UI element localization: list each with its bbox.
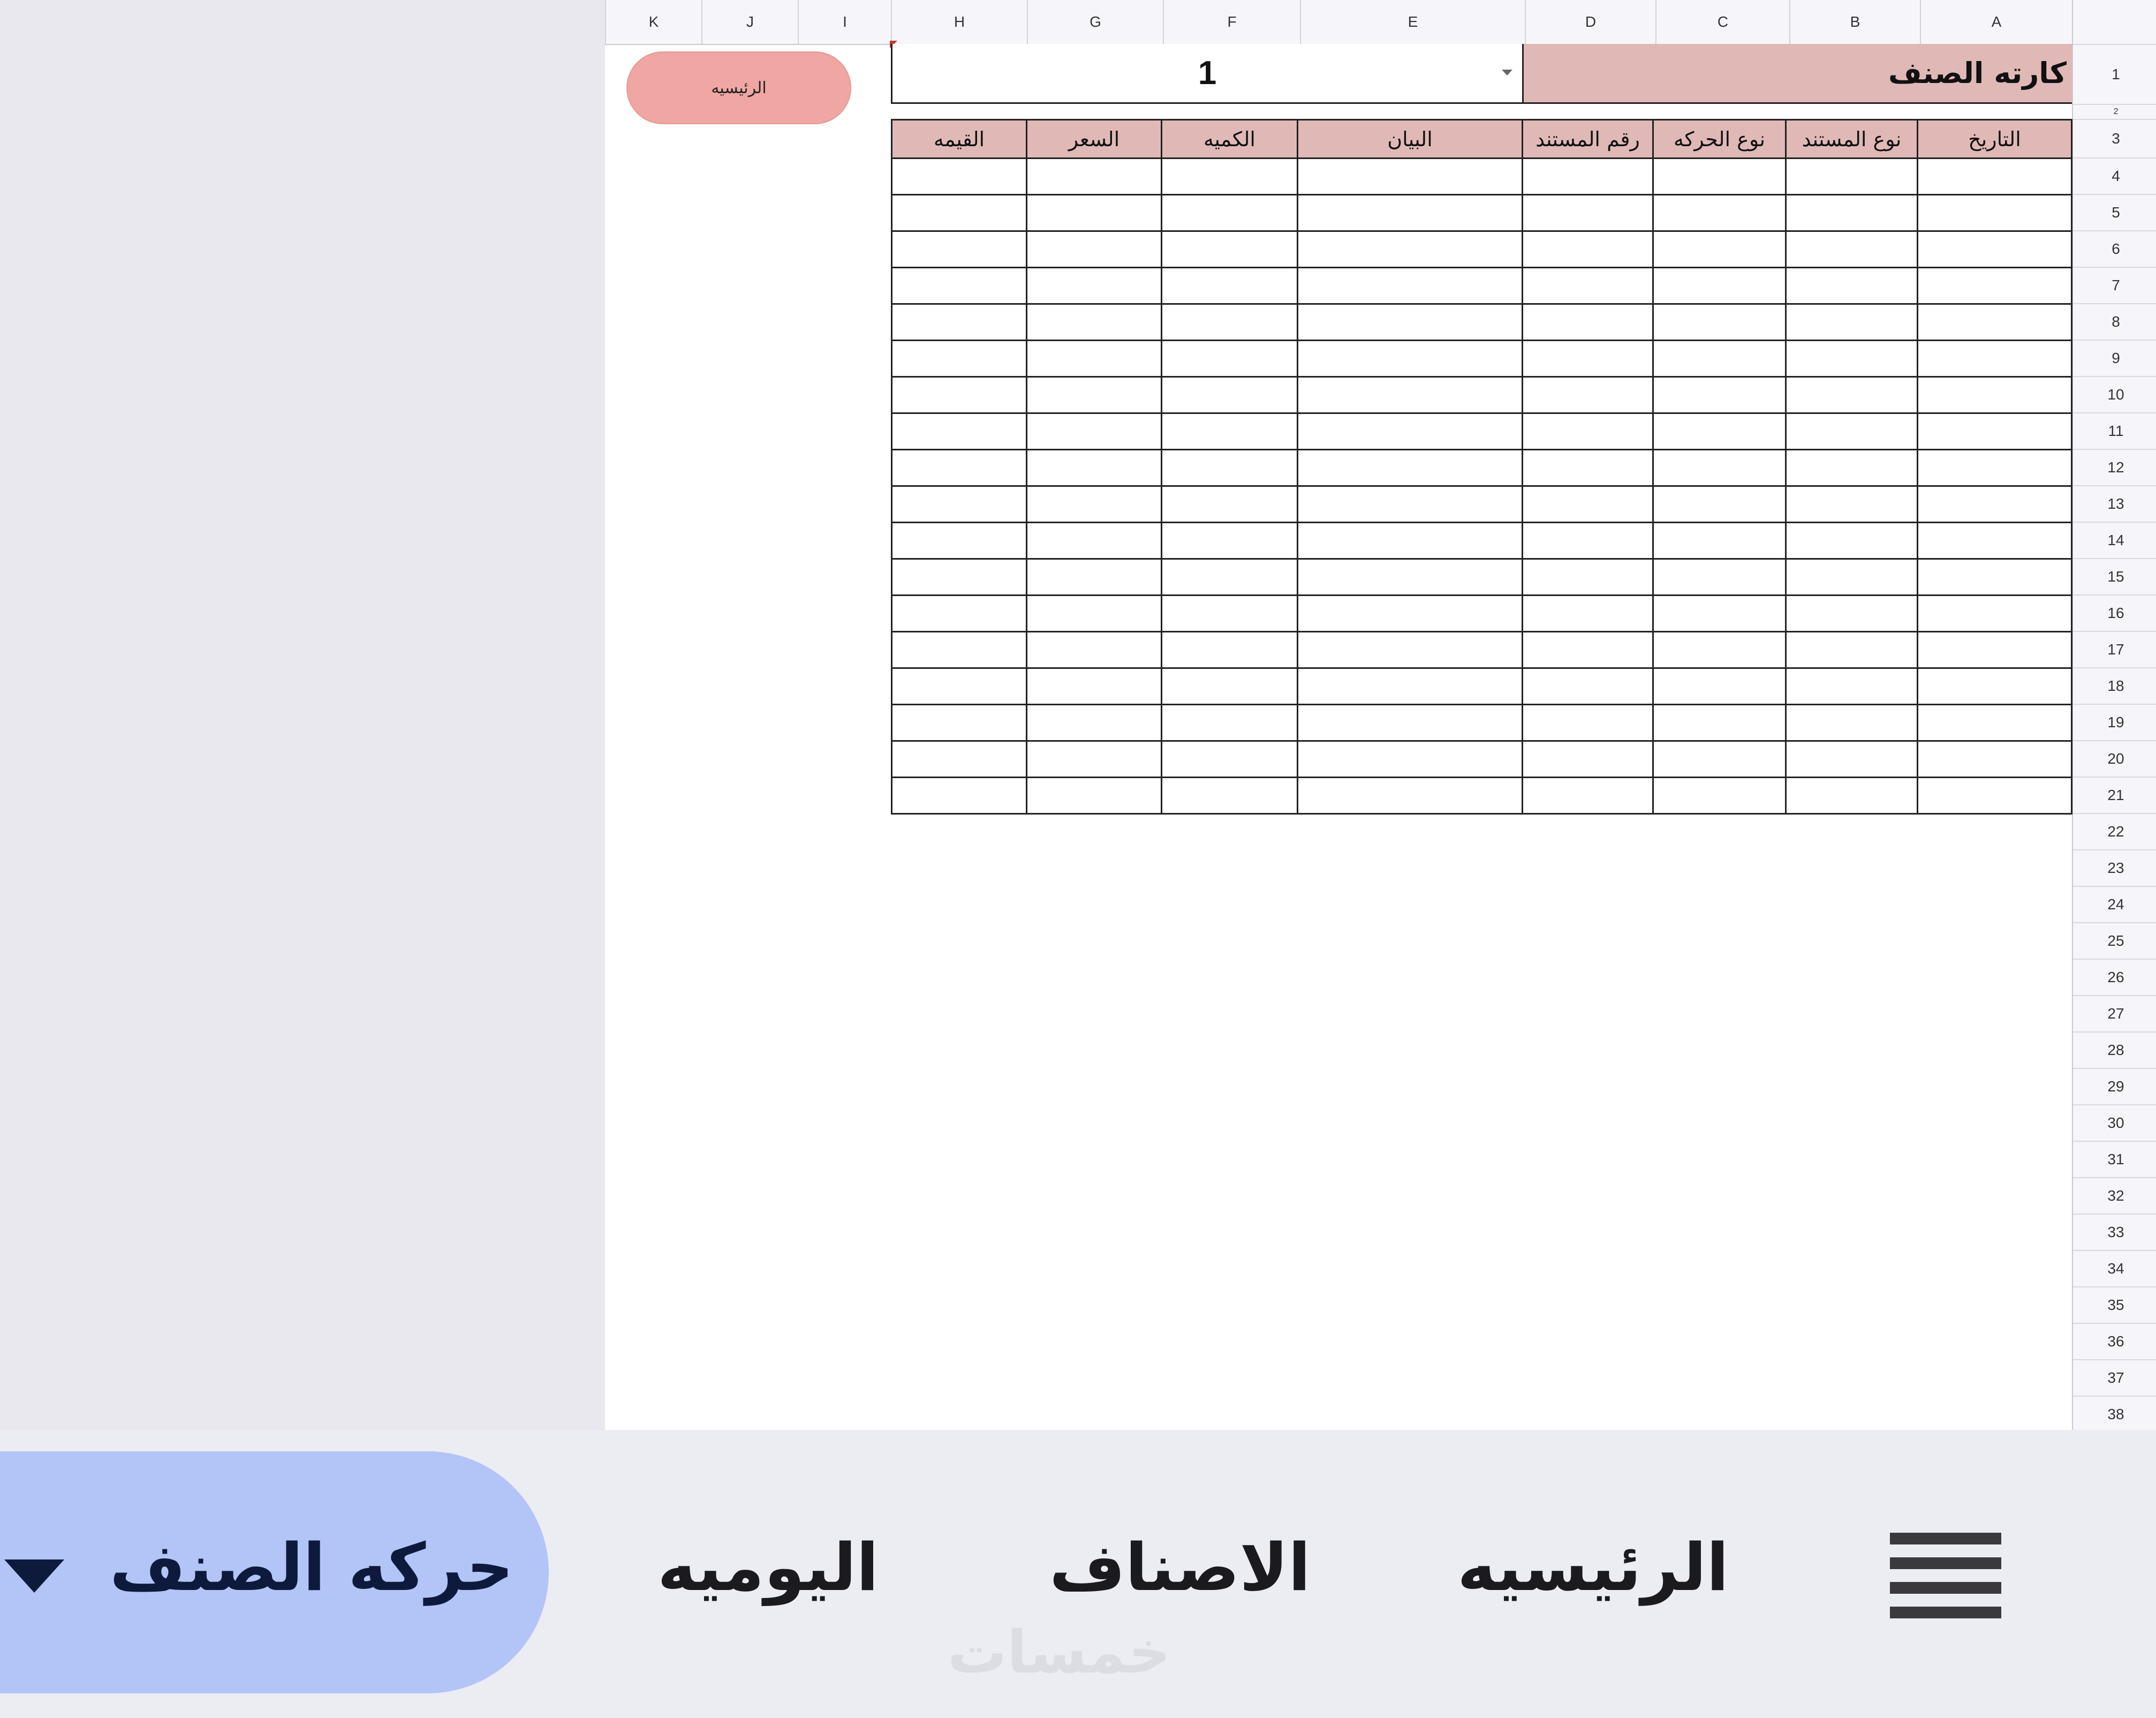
ledger-cell[interactable] (892, 596, 1027, 632)
ledger-cell[interactable] (892, 668, 1027, 705)
ledger-cell[interactable] (1653, 523, 1786, 559)
tab-items[interactable]: الاصناف (1049, 1529, 1311, 1606)
row-header-25[interactable]: 25 (2073, 922, 2156, 959)
ledger-cell[interactable] (1298, 413, 1523, 450)
ledger-cell[interactable] (892, 632, 1027, 668)
ledger-cell[interactable] (1298, 523, 1523, 559)
home-button[interactable]: الرئيسيه (626, 51, 851, 124)
ledger-cell[interactable] (1162, 523, 1298, 559)
header-quantity[interactable]: الكميه (1162, 120, 1298, 159)
ledger-cell[interactable] (1918, 231, 2072, 268)
ledger-cell[interactable] (1162, 668, 1298, 705)
ledger-cell[interactable] (1027, 705, 1162, 741)
ledger-cell[interactable] (892, 268, 1027, 304)
ledger-cell[interactable] (1027, 413, 1162, 450)
table-row (892, 413, 2072, 450)
ledger-cell[interactable] (1523, 668, 1653, 705)
row-header-16[interactable]: 16 (2073, 594, 2156, 631)
ledger-cell[interactable] (1523, 304, 1653, 341)
row-header-15[interactable]: 15 (2073, 558, 2156, 594)
ledger-cell[interactable] (1653, 668, 1786, 705)
ledger-cell[interactable] (1786, 377, 1918, 413)
ledger-cell[interactable] (1786, 450, 1918, 486)
ledger-cell[interactable] (1786, 341, 1918, 377)
ledger-cell[interactable] (1162, 268, 1298, 304)
header-movement-type[interactable]: نوع الحركه (1653, 120, 1786, 159)
ledger-cell[interactable] (1523, 705, 1653, 741)
ledger-cell[interactable] (1298, 377, 1523, 413)
row-header-11[interactable]: 11 (2073, 412, 2156, 449)
card-title-cell[interactable] (1524, 44, 2072, 104)
ledger-cell[interactable] (1162, 741, 1298, 778)
ledger-cell[interactable] (1918, 304, 2072, 341)
ledger-cell[interactable] (1653, 195, 1786, 231)
ledger-cell[interactable] (1298, 705, 1523, 741)
ledger-cell[interactable] (1653, 268, 1786, 304)
ledger-cell[interactable] (892, 377, 1027, 413)
ledger-cell[interactable] (892, 159, 1027, 195)
ledger-cell[interactable] (1786, 304, 1918, 341)
ledger-cell[interactable] (1653, 231, 1786, 268)
ledger-cell[interactable] (1162, 450, 1298, 486)
row-header-34[interactable]: 34 (2073, 1250, 2156, 1286)
ledger-cell[interactable] (1523, 559, 1653, 596)
ledger-cell[interactable] (1786, 632, 1918, 668)
header-description[interactable]: البيان (1298, 120, 1523, 159)
column-header-b[interactable]: B (1789, 0, 1920, 44)
dropdown-arrow-icon[interactable] (1502, 70, 1512, 76)
ledger-cell[interactable] (1523, 195, 1653, 231)
ledger-cell[interactable] (1523, 268, 1653, 304)
table-row (892, 195, 2072, 231)
ledger-cell[interactable] (1786, 413, 1918, 450)
row-header-32[interactable]: 32 (2073, 1177, 2156, 1214)
column-header-h[interactable]: H (891, 0, 1027, 44)
row-header-20[interactable]: 20 (2073, 740, 2156, 777)
column-header-d[interactable]: D (1525, 0, 1655, 44)
ledger-cell[interactable] (1027, 450, 1162, 486)
tab-daily[interactable]: اليوميه (657, 1529, 879, 1606)
table-row (892, 377, 2072, 413)
ledger-cell[interactable] (1162, 195, 1298, 231)
item-value-cell[interactable] (891, 44, 1524, 104)
ledger-cell[interactable] (1298, 341, 1523, 377)
ledger-cell[interactable] (1918, 596, 2072, 632)
ledger-cell[interactable] (1653, 596, 1786, 632)
ledger-cell[interactable] (1786, 231, 1918, 268)
ledger-cell[interactable] (1918, 705, 2072, 741)
ledger-cell[interactable] (1918, 341, 2072, 377)
row-header-14[interactable]: 14 (2073, 522, 2156, 558)
table-row (892, 668, 2072, 705)
ledger-cell[interactable] (1523, 231, 1653, 268)
row-header-7[interactable]: 7 (2073, 267, 2156, 303)
ledger-cell[interactable] (1523, 778, 1653, 814)
ledger-cell[interactable] (1523, 377, 1653, 413)
ledger-cell[interactable] (1027, 195, 1162, 231)
ledger-cell[interactable] (892, 413, 1027, 450)
row-header-27[interactable]: 27 (2073, 995, 2156, 1031)
ledger-cell[interactable] (1162, 596, 1298, 632)
ledger-cell[interactable] (1162, 778, 1298, 814)
ledger-cell[interactable] (1786, 668, 1918, 705)
ledger-cell[interactable] (1653, 632, 1786, 668)
ledger-cell[interactable] (1653, 778, 1786, 814)
row-header-29[interactable]: 29 (2073, 1068, 2156, 1104)
ledger-cell[interactable] (1786, 523, 1918, 559)
row-header-23[interactable]: 23 (2073, 849, 2156, 886)
ledger-cell[interactable] (1298, 559, 1523, 596)
ledger-cell[interactable] (892, 741, 1027, 778)
ledger-cell[interactable] (1786, 159, 1918, 195)
row-header-21[interactable]: 21 (2073, 777, 2156, 813)
ledger-cell[interactable] (1298, 741, 1523, 778)
ledger-cell[interactable] (1523, 413, 1653, 450)
ledger-cell[interactable] (1027, 523, 1162, 559)
row-header-10[interactable]: 10 (2073, 376, 2156, 412)
ledger-cell[interactable] (1918, 413, 2072, 450)
table-row (892, 559, 2072, 596)
row-header-19[interactable]: 19 (2073, 704, 2156, 740)
column-header-g[interactable]: G (1027, 0, 1163, 44)
tab-item-movement-label: حركه الصنف (110, 1529, 514, 1606)
ledger-cell[interactable] (1918, 377, 2072, 413)
row-header-bar (2072, 0, 2156, 1430)
ledger-cell[interactable] (1027, 268, 1162, 304)
ledger-cell[interactable] (1918, 268, 2072, 304)
ledger-cell[interactable] (1523, 596, 1653, 632)
ledger-cell[interactable] (1027, 559, 1162, 596)
row-header-28[interactable]: 28 (2073, 1031, 2156, 1068)
ledger-cell[interactable] (1162, 559, 1298, 596)
item-value: 1 (1198, 55, 1217, 92)
table-row (892, 741, 2072, 778)
ledger-cell[interactable] (1523, 486, 1653, 523)
table-row (892, 523, 2072, 559)
ledger-cell[interactable] (892, 341, 1027, 377)
row-header-17[interactable]: 17 (2073, 631, 2156, 667)
column-header-e[interactable]: E (1300, 0, 1525, 44)
row-header-6[interactable]: 6 (2073, 230, 2156, 267)
column-header-i[interactable]: I (798, 0, 891, 44)
ledger-cell[interactable] (1298, 304, 1523, 341)
table-row (892, 450, 2072, 486)
ledger-cell[interactable] (892, 450, 1027, 486)
ledger-cell[interactable] (1523, 523, 1653, 559)
ledger-cell[interactable] (1918, 450, 2072, 486)
item-ledger-table (891, 119, 2072, 815)
hamburger-menu-icon[interactable] (1890, 1533, 2001, 1618)
column-header-c[interactable]: C (1655, 0, 1789, 44)
spreadsheet-grid[interactable] (605, 0, 2156, 1430)
ledger-cell[interactable] (1918, 741, 2072, 778)
column-header-f[interactable]: F (1163, 0, 1300, 44)
ledger-cell[interactable] (1027, 159, 1162, 195)
row-header-1[interactable]: 1 (2073, 44, 2156, 104)
ledger-cell[interactable] (1162, 705, 1298, 741)
ledger-cell[interactable] (1162, 486, 1298, 523)
ledger-cell[interactable] (1027, 632, 1162, 668)
ledger-cell[interactable] (1027, 596, 1162, 632)
row-header-33[interactable]: 33 (2073, 1214, 2156, 1250)
ledger-cell[interactable] (1786, 741, 1918, 778)
row-header-36[interactable]: 36 (2073, 1323, 2156, 1359)
ledger-cell[interactable] (1027, 668, 1162, 705)
ledger-cell[interactable] (1653, 377, 1786, 413)
row-header-38[interactable]: 38 (2073, 1396, 2156, 1430)
row-header-22[interactable]: 22 (2073, 813, 2156, 849)
column-header-bar (605, 0, 2072, 45)
ledger-cell[interactable] (1918, 486, 2072, 523)
ledger-cell[interactable] (1786, 268, 1918, 304)
ledger-cell[interactable] (1162, 377, 1298, 413)
ledger-cell[interactable] (1162, 341, 1298, 377)
table-row (892, 596, 2072, 632)
ledger-cell[interactable] (892, 778, 1027, 814)
ledger-cell[interactable] (892, 705, 1027, 741)
header-value[interactable]: القيمه (892, 120, 1027, 159)
header-document-number[interactable]: رقم المستند (1523, 120, 1653, 159)
ledger-cell[interactable] (1298, 596, 1523, 632)
row-header-13[interactable]: 13 (2073, 485, 2156, 522)
header-date[interactable]: التاريخ (1918, 120, 2072, 159)
ledger-cell[interactable] (1653, 486, 1786, 523)
tab-home[interactable]: الرئيسيه (1457, 1529, 1729, 1606)
ledger-cell[interactable] (1918, 778, 2072, 814)
row-header-12[interactable]: 12 (2073, 449, 2156, 485)
ledger-cell[interactable] (1653, 741, 1786, 778)
table-row (892, 778, 2072, 814)
ledger-cell[interactable] (1653, 705, 1786, 741)
table-row (892, 159, 2072, 195)
row-header-9[interactable]: 9 (2073, 340, 2156, 376)
ledger-cell[interactable] (1786, 559, 1918, 596)
ledger-cell[interactable] (1653, 304, 1786, 341)
row-header-24[interactable]: 24 (2073, 886, 2156, 922)
ledger-cell[interactable] (1298, 668, 1523, 705)
ledger-cell[interactable] (1298, 450, 1523, 486)
row-header-31[interactable]: 31 (2073, 1141, 2156, 1177)
ledger-cell[interactable] (1786, 486, 1918, 523)
ledger-cell[interactable] (1918, 668, 2072, 705)
ledger-cell[interactable] (1786, 705, 1918, 741)
ledger-cell[interactable] (1653, 450, 1786, 486)
ledger-cell[interactable] (1523, 632, 1653, 668)
ledger-cell[interactable] (1523, 341, 1653, 377)
table-row (892, 705, 2072, 741)
ledger-cell[interactable] (1162, 413, 1298, 450)
row-header-30[interactable]: 30 (2073, 1104, 2156, 1141)
ledger-header-row (892, 120, 2072, 159)
header-document-type[interactable]: نوع المستند (1786, 120, 1918, 159)
ledger-cell[interactable] (1786, 195, 1918, 231)
row-header-5[interactable]: 5 (2073, 194, 2156, 230)
ledger-cell[interactable] (1162, 231, 1298, 268)
row-header-8[interactable]: 8 (2073, 303, 2156, 340)
table-row (892, 304, 2072, 341)
table-row (892, 486, 2072, 523)
ledger-cell[interactable] (1786, 596, 1918, 632)
ledger-cell[interactable] (1786, 778, 1918, 814)
ledger-cell[interactable] (1523, 159, 1653, 195)
ledger-cell[interactable] (892, 523, 1027, 559)
ledger-cell[interactable] (1298, 268, 1523, 304)
table-row (892, 268, 2072, 304)
ledger-cell[interactable] (1653, 159, 1786, 195)
column-header-k[interactable]: K (605, 0, 701, 44)
row-header-37[interactable]: 37 (2073, 1359, 2156, 1396)
ledger-cell[interactable] (1298, 778, 1523, 814)
ledger-cell[interactable] (1653, 413, 1786, 450)
table-row (892, 341, 2072, 377)
ledger-cell[interactable] (1162, 159, 1298, 195)
row-header-2[interactable]: 2 (2073, 104, 2156, 119)
ledger-cell[interactable] (1027, 341, 1162, 377)
row-header-18[interactable]: 18 (2073, 667, 2156, 704)
ledger-cell[interactable] (1027, 778, 1162, 814)
ledger-cell[interactable] (1162, 632, 1298, 668)
ledger-cell[interactable] (1918, 632, 2072, 668)
ledger-cell[interactable] (1298, 632, 1523, 668)
ledger-cell[interactable] (1918, 195, 2072, 231)
ledger-cell[interactable] (892, 304, 1027, 341)
column-header-a[interactable]: A (1920, 0, 2072, 44)
ledger-cell[interactable] (1653, 559, 1786, 596)
ledger-cell[interactable] (1298, 486, 1523, 523)
ledger-cell[interactable] (1298, 195, 1523, 231)
ledger-cell[interactable] (1918, 559, 2072, 596)
row-header-4[interactable]: 4 (2073, 157, 2156, 194)
card-title: كارته الصنف (1888, 56, 2067, 90)
ledger-cell[interactable] (1298, 159, 1523, 195)
column-header-j[interactable]: J (701, 0, 798, 44)
ledger-cell[interactable] (892, 486, 1027, 523)
ledger-cell[interactable] (1298, 231, 1523, 268)
ledger-cell[interactable] (892, 559, 1027, 596)
ledger-cell[interactable] (1523, 450, 1653, 486)
row-header-26[interactable]: 26 (2073, 959, 2156, 995)
watermark-logo: خمسات (948, 1618, 1171, 1686)
table-row (892, 231, 2072, 268)
ledger-cell[interactable] (1027, 741, 1162, 778)
ledger-cell[interactable] (1162, 304, 1298, 341)
row-header-35[interactable]: 35 (2073, 1286, 2156, 1323)
ledger-cell[interactable] (1918, 159, 2072, 195)
chevron-down-icon[interactable] (4, 1559, 64, 1593)
ledger-cell[interactable] (1027, 304, 1162, 341)
row-header-3[interactable]: 3 (2073, 119, 2156, 157)
ledger-cell[interactable] (1027, 231, 1162, 268)
ledger-cell[interactable] (1027, 486, 1162, 523)
ledger-cell[interactable] (892, 195, 1027, 231)
header-price[interactable]: السعر (1027, 120, 1162, 159)
ledger-cell[interactable] (1027, 377, 1162, 413)
ledger-cell[interactable] (892, 231, 1027, 268)
ledger-cell[interactable] (1523, 741, 1653, 778)
ledger-cell[interactable] (1918, 523, 2072, 559)
table-row (892, 632, 2072, 668)
ledger-cell[interactable] (1653, 341, 1786, 377)
